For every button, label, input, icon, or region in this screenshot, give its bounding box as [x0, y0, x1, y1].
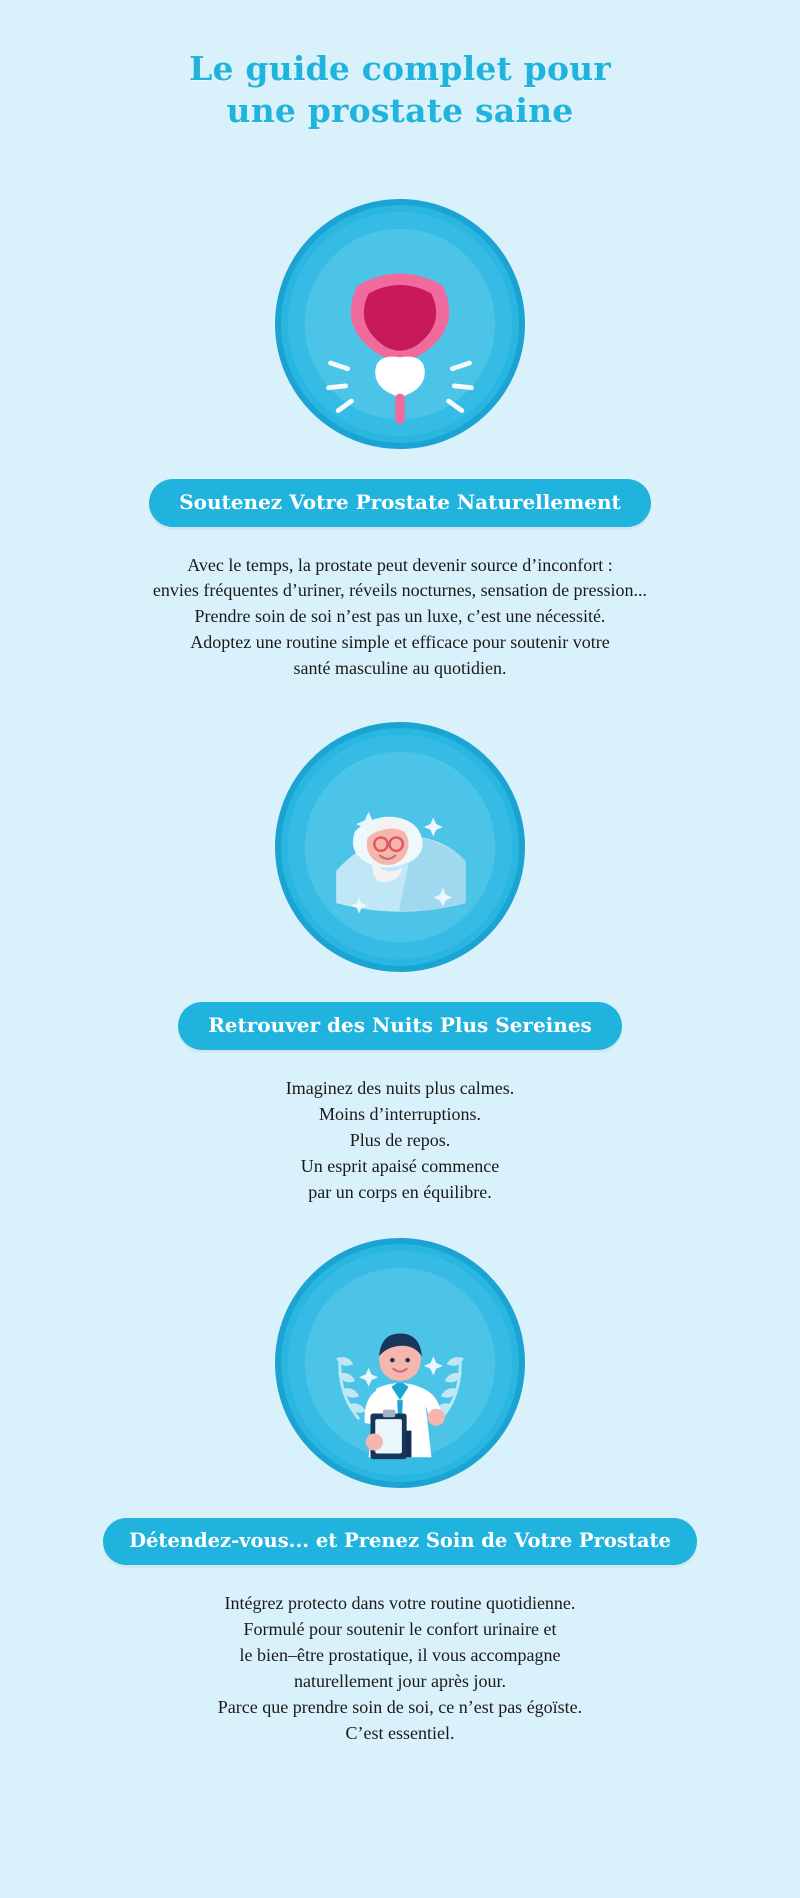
section-2-line-3: Plus de repos.	[349, 1129, 451, 1150]
section-1-line-1: Avec le temps, la prostate peut devenir source d’inconfort :	[187, 554, 613, 575]
section-1-line-4: Adoptez une routine simple et efficace pour soutenir votre	[190, 632, 610, 653]
prostate-bladder-icon	[275, 199, 525, 449]
section-1-paragraph	[153, 553, 647, 683]
doctor-clipboard-icon	[275, 1238, 525, 1488]
section-2-line-2: Moins d’interruptions.	[318, 1104, 481, 1125]
section-2-pill: Retrouver des Nuits Plus Sereines	[178, 1002, 622, 1050]
section-2-line-1: Imaginez des nuits plus calmes.	[285, 1078, 515, 1099]
section-2-paragraph	[286, 1076, 514, 1206]
sleeping-man-icon	[275, 722, 525, 972]
page-title-line1: Le guide complet pour	[189, 49, 611, 88]
section-1-line-2: envies fréquentes d’uriner, réveils nocturnes, sensation de pression...	[152, 580, 648, 601]
section-3-line-2: Formulé pour soutenir le confort urinaire et	[243, 1619, 557, 1640]
section-2-line-4: Un esprit apaisé commence	[300, 1155, 500, 1176]
section-3-pill: Détendez-vous... et Prenez Soin de Votre Prostate	[103, 1518, 697, 1566]
page-title	[189, 48, 611, 132]
section-3-paragraph	[218, 1591, 582, 1746]
section-3-line-5: Parce que prendre soin de soi, ce n’est pas égoïste.	[217, 1696, 583, 1717]
page-title-line2: une prostate saine	[226, 91, 574, 131]
section-1-line-3: Prendre soin de soi n’est pas un luxe, c’est une nécessité.	[194, 606, 606, 627]
section-3-line-4: naturellement jour après jour.	[294, 1670, 506, 1691]
section-3-line-6: C’est essentiel.	[345, 1722, 455, 1743]
section-2-line-5: par un corps en équilibre.	[308, 1181, 492, 1202]
section-1-line-5: santé masculine au quotidien.	[293, 658, 507, 679]
section-3-line-1: Intégrez protecto dans votre routine quotidienne.	[224, 1593, 576, 1614]
section-3-line-3: le bien–être prostatique, il vous accompagne	[239, 1644, 561, 1665]
section-1-pill: Soutenez Votre Prostate Naturellement	[149, 479, 651, 527]
